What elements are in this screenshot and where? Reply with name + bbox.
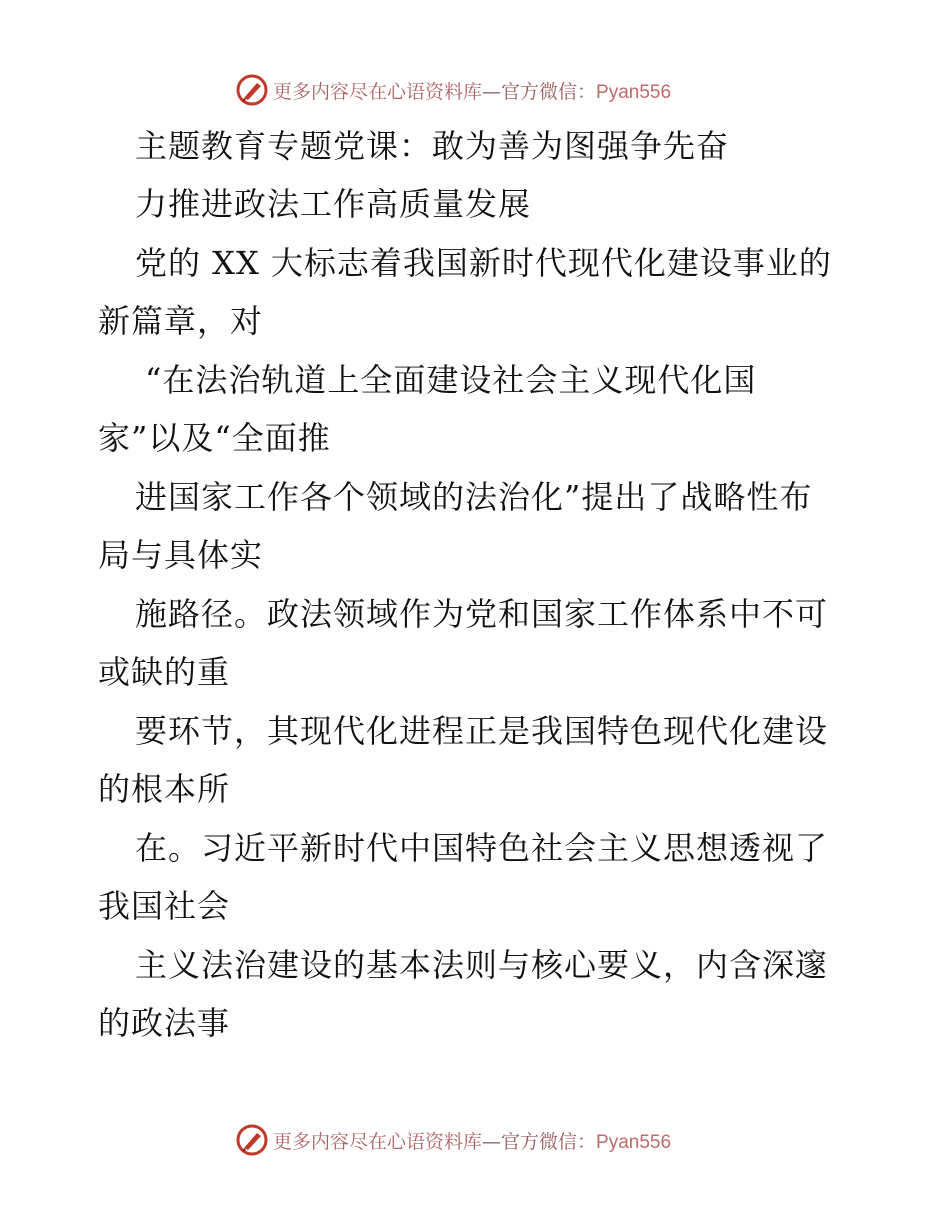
pen-logo-icon xyxy=(235,1123,269,1157)
watermark-site-text: 更多内容尽在心语资料库 xyxy=(273,1130,483,1153)
header-watermark xyxy=(0,70,950,110)
paragraph-line: 党的 XX 大标志着我国新时代现代化建设事业的 xyxy=(135,244,832,282)
paragraph-line: 新篇章，对 xyxy=(98,302,264,340)
paragraph-line: 进国家工作各个领域的法治化”提出了战略性布 xyxy=(135,478,813,516)
paragraph-line: 在。习近平新时代中国特色社会主义思想透视了 xyxy=(135,829,829,867)
paragraph-line: 或缺的重 xyxy=(98,653,231,691)
paragraph-line: 主义法治建设的基本法则与核心要义，内含深邃 xyxy=(135,946,829,984)
watermark-wechat-id: Pyan556 xyxy=(596,1131,672,1153)
watermark-separator: — xyxy=(482,1130,502,1153)
paragraph-line: 施路径。政法领域作为党和国家工作体系中不可 xyxy=(135,595,829,633)
paragraph-line: 家”以及“全面推 xyxy=(98,419,331,457)
paragraph-line: 的根本所 xyxy=(98,770,231,808)
paragraph-line: 的政法事 xyxy=(98,1004,231,1042)
document-title-line-1: 主题教育专题党课：敢为善为图强争先奋 xyxy=(135,127,730,165)
footer-watermark xyxy=(0,1120,950,1160)
watermark-separator: — xyxy=(482,80,502,103)
paragraph-line: 要环节，其现代化进程正是我国特色现代化建设 xyxy=(135,712,829,750)
watermark-wechat-label: 官方微信： xyxy=(501,1130,597,1153)
document-title-line-2: 力推进政法工作高质量发展 xyxy=(135,185,532,223)
paragraph-line: 我国社会 xyxy=(98,887,231,925)
watermark-wechat-label: 官方微信： xyxy=(501,80,597,103)
pen-logo-icon xyxy=(235,73,269,107)
paragraph-line: 局与具体实 xyxy=(98,536,264,574)
watermark-site-text: 更多内容尽在心语资料库 xyxy=(273,80,483,103)
watermark-wechat-id: Pyan556 xyxy=(596,81,672,103)
paragraph-line: “在法治轨道上全面建设社会主义现代化国 xyxy=(145,361,757,399)
